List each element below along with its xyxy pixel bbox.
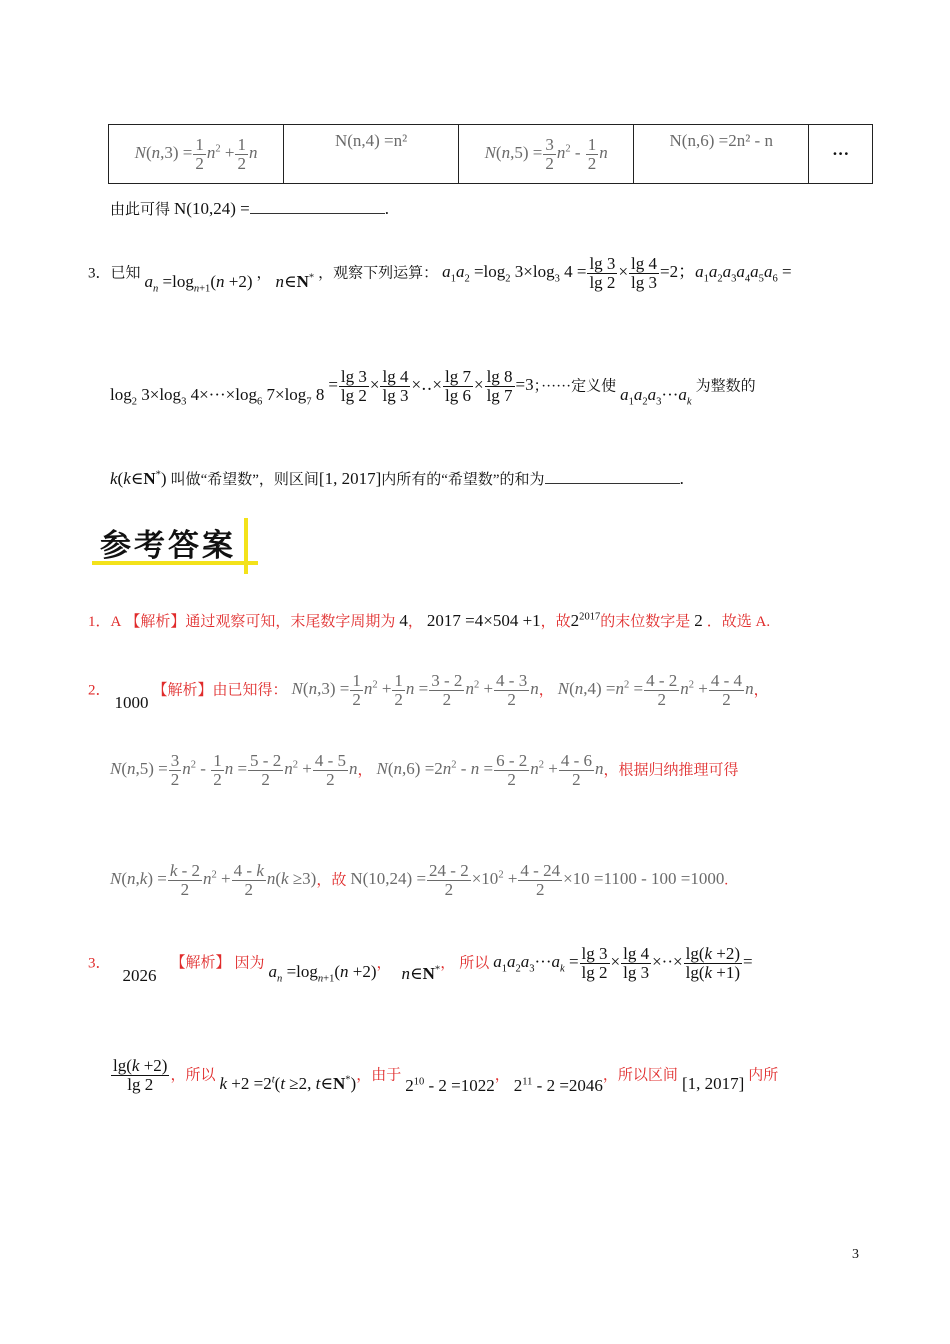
q3-number: 3．已知 [88, 265, 141, 282]
pattern-table [108, 124, 873, 184]
analysis-tag: 【解析】 [170, 955, 231, 972]
q2-conclusion-text: 由此可得 [110, 202, 171, 218]
answer-3-line-2: $\frac{\lg(k +2)}{\lg 2}$ ，所以 $k +2 =2^t(t \ge 2$, t∈N*)，由于 $2^{10} - 2 =1022$， $2^{11} - 2 =2046$，所以区间 [1, 2017] 内所 [113, 1056, 779, 1096]
q2-expression: N(10,24) = [174, 199, 250, 218]
table-cell-n5: N(n,5) = $\frac{3}{2}$ $n^2$ - $\frac{1}{2}$ n [459, 125, 634, 184]
table-cell-n3: N(n,3) = $\frac{1}{2}$ $n^2$ + $\frac{1}{2}$ n [109, 125, 284, 184]
answer-1: 1．A 【解析】通过观察可知，末尾数字周期为 4， 2017 =4×504 +1，故$2^{2017}$的末位数字是 2 ．故选 A. [88, 611, 771, 630]
q3-interval: [1, 2017] [318, 469, 382, 488]
answer-3-value: 2026 [122, 966, 157, 986]
answer-2-line-2: N(n,5) = $\frac{3}{2}$ $n^2$ - $\frac{1}{2}$ n = $\frac{5 - 2}{2}$ $n^2$ + $\frac{4 - 5}{2}$ n， $N(n,6) =2n^2 - n$ = $\frac{6 - 2}{2}$ $n^2$ + $\frac{4 - 6}{2}$ n，根据归纳推理可得 [110, 751, 739, 789]
answer-2-value: 1000 [114, 693, 149, 713]
answer-2-line-1: 2． 1000 【解析】由已知得： N(n,3) = $\frac{1}{2}$ $n^2$ + $\frac{1}{2}$ n = $\frac{3 - 2}{2}$ $n^2$ + $\frac{4 - 3}{2}$ n， $N(n,4) =n^2$ = $\frac{4 - 2}{2}$ $n^2$ + $\frac{4 - 4}{2}$ n， [88, 671, 769, 713]
answer-3-line-1: 3． 2026 【解析】 因为 $a_n =\log_{n+1}(n +2)$， n∈N*， 所以 $a_1a_2a_3\cdot\cdot\cdot a_k$ = $\frac{\lg 3}{\lg 2}$ × $\frac{\lg 4}{\lg 3}$ ×··× $\frac{\lg(k +2)}{\lg(k +1)}$ = [88, 944, 753, 986]
analysis-tag: 【解析】 [152, 682, 213, 699]
q3-define: ；······定义使 [533, 378, 617, 395]
table-cell-n4: N(n,4) =n² [284, 125, 459, 184]
analysis-tag: 【解析】 [125, 614, 186, 630]
q3-integer: 为整数的 [695, 378, 756, 395]
q3-named: 叫做“希望数”，则区间 [170, 472, 319, 488]
q3-sum: 内所有的“希望数”的和为 [381, 472, 545, 488]
table-cell-n6: N(n,6) =2n² - n [634, 125, 809, 184]
answer-blank [250, 212, 385, 214]
answer-blank [545, 482, 680, 484]
q2-conclusion-line: 由此可得 N(10,24) = . [110, 199, 389, 218]
q3-line-1: 3．已知 $a_n =\log_{n+1}(n +2)$ ， n∈N* ，观察下列运算： $a_1a_2 =\log_2$ $3\times\log_3$ 4 = $\frac{\lg 3}{\lg 2}$ × $\frac{\lg 4}{\lg 3}$ =2；$a_1a_2a_3a_4a_5a_6$ = [88, 254, 792, 295]
answer-banner-title: 参考答案 [100, 528, 236, 564]
table-cell-ellipsis: ··· [809, 125, 873, 184]
q3-line-2: $\log_2 3\times\log_3$ $4\times\cdot\cdot\cdot\times\log_6$ $7\times\log_7$ 8 = $\frac{\lg 3}{\lg 2}$ × $\frac{\lg 4}{\lg 3}$ ×‥× $\frac{\lg 7}{\lg 6}$ × $\frac{\lg 8}{\lg 7}$ =3；······定义使 $a_1a_2a_3\cdot\cdot\cdot a_k$ 为整数的 [110, 367, 756, 408]
answer-2-line-3: N(n,k) = $\frac{k - 2}{2}$ $n^2$ + $\frac{4 - k}{2}$ n(k ≥3)，故 N(10,24) = $\frac{24 - 2}{2}$ $\times 10^2$ + $\frac{4 - 24}{2}$ ×10 =1100 - 100 =1000. [110, 861, 729, 899]
page-number: 3 [852, 1247, 859, 1262]
q3-observe: ，观察下列运算： [318, 265, 439, 282]
q3-line-3: k(k∈N*) 叫做“希望数”，则区间[1, 2017]内所有的“希望数”的和为 . [110, 469, 684, 488]
